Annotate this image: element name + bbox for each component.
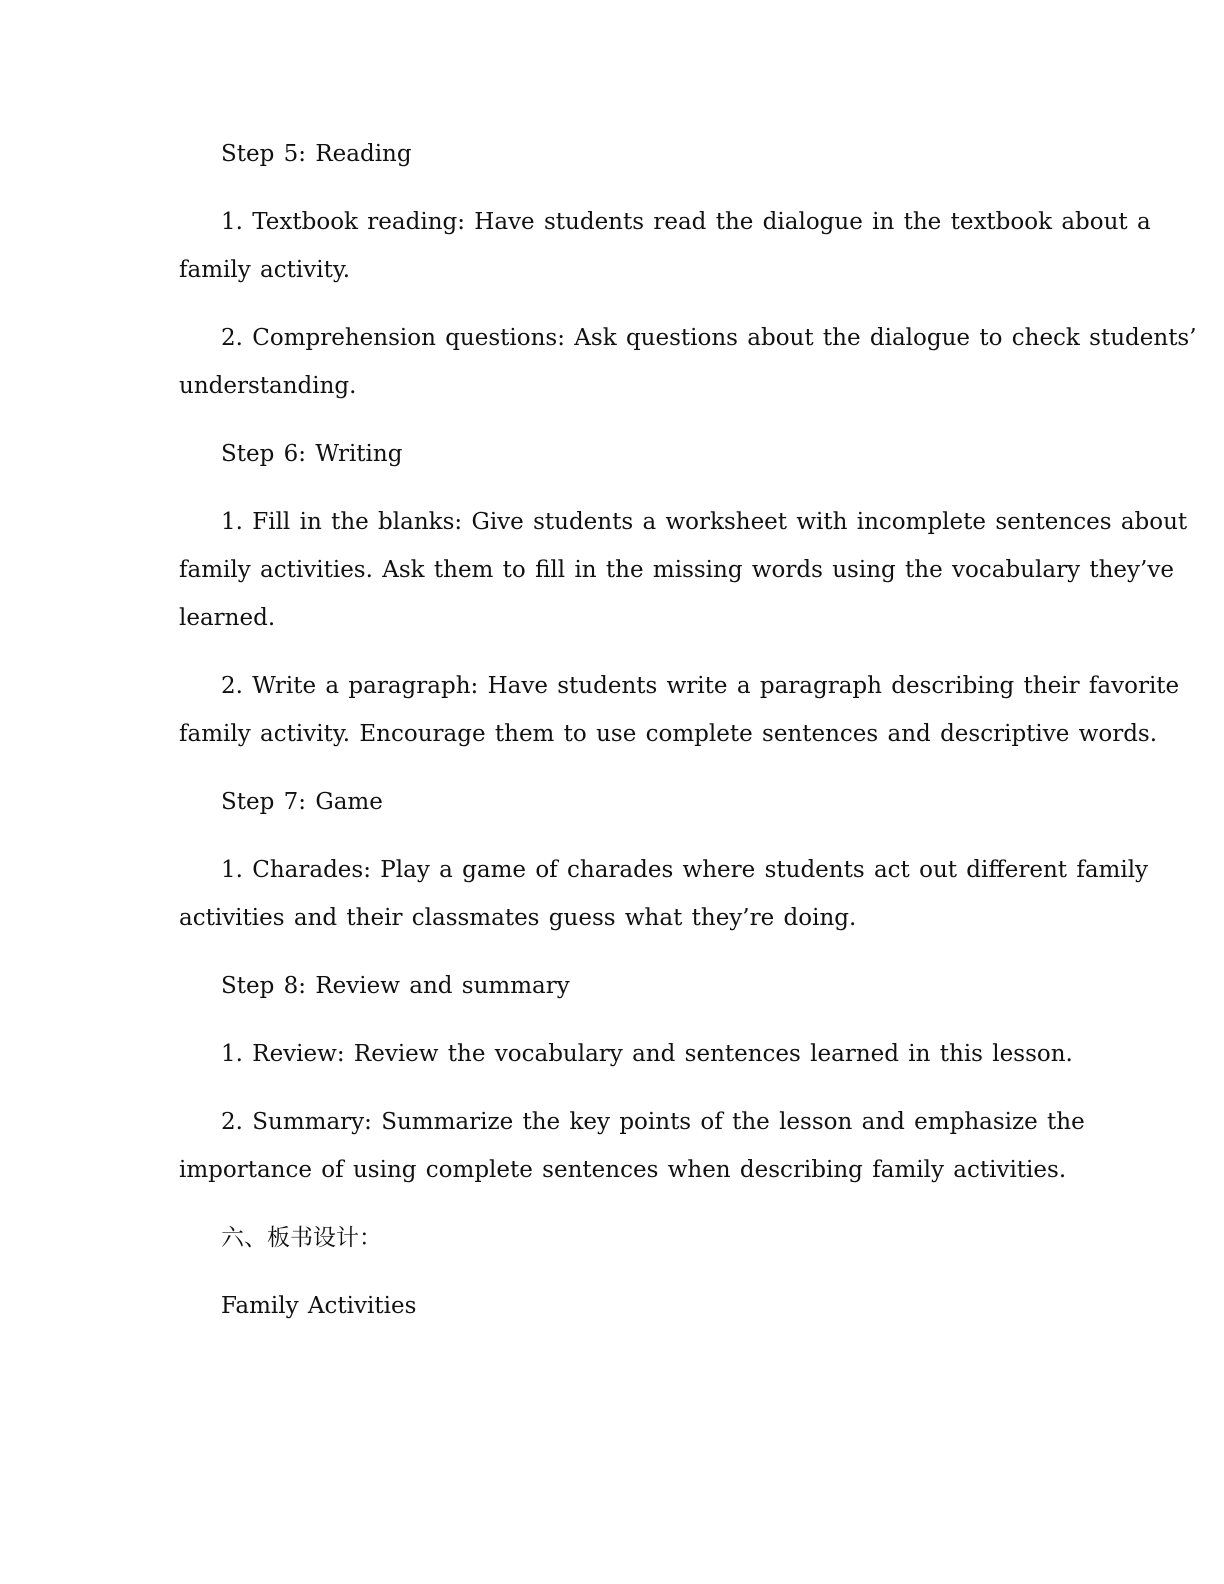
board-design-heading: 六、板书设计：	[221, 1225, 382, 1251]
step-5-heading: Step 5: Reading	[221, 141, 412, 167]
step-6-item-2: 2. Write a paragraph: Have students write a paragraph describing their favorite family activity. Encourage them to use complete sentences and descriptive words.	[179, 673, 1180, 747]
step-7-item-1: 1. Charades: Play a game of charades where students act out different family activities and their classmates guess what they’re doing.	[179, 857, 1149, 931]
step-6-item-1: 1. Fill in the blanks: Give students a worksheet with incomplete sentences about family activities. Ask them to fill in the missing words using the vocabulary they’ve learned.	[179, 509, 1188, 631]
step-8-item-2: 2. Summary: Summarize the key points of the lesson and emphasize the importance of using complete sentences when describing family activities.	[179, 1109, 1085, 1183]
step-5-item-1: 1. Textbook reading: Have students read the dialogue in the textbook about a family activity.	[179, 209, 1151, 283]
step-8-item-1: 1. Review: Review the vocabulary and sentences learned in this lesson.	[221, 1041, 1073, 1067]
step-5-item-2: 2. Comprehension questions: Ask questions about the dialogue to check students’ understanding.	[179, 325, 1197, 399]
step-7-heading: Step 7: Game	[221, 789, 383, 815]
board-design-title: Family Activities	[221, 1293, 417, 1319]
step-8-heading: Step 8: Review and summary	[221, 973, 570, 999]
step-6-heading: Step 6: Writing	[221, 441, 403, 467]
document-body	[179, 130, 1214, 1350]
